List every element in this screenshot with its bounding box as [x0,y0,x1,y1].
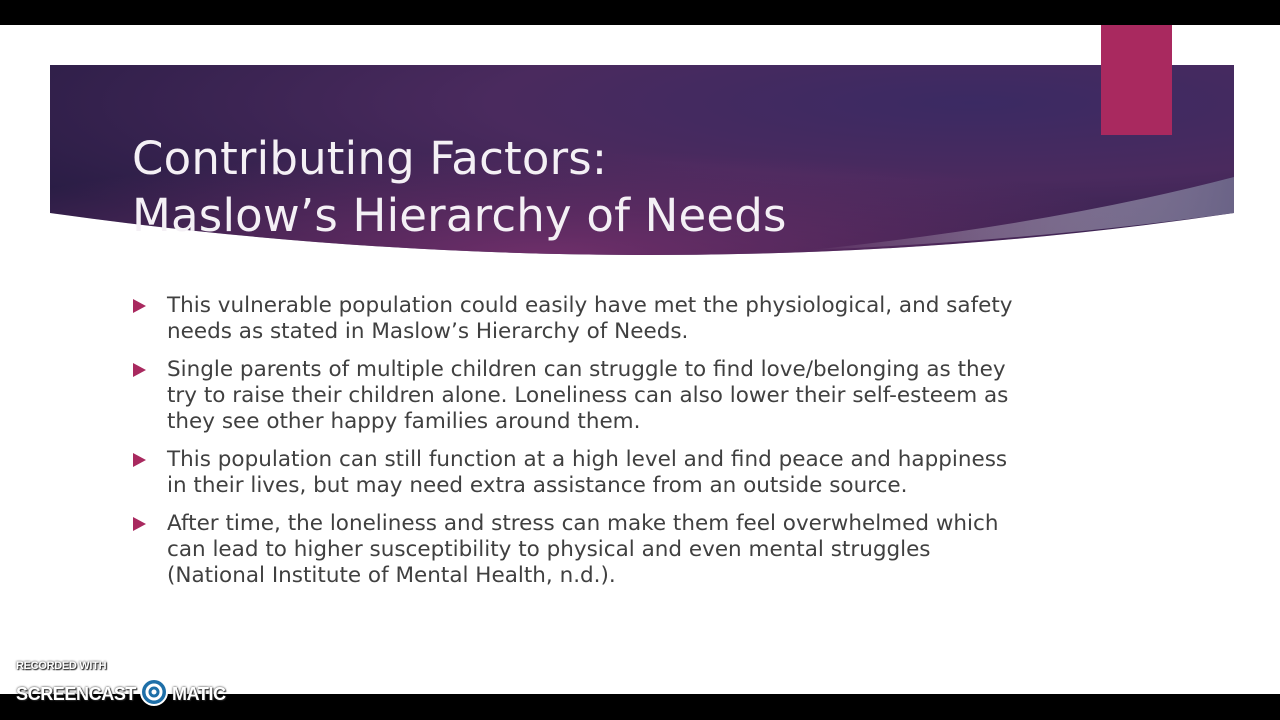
screencast-o-matic-logo-icon [140,678,168,706]
watermark-brand-right: MATIC [172,683,226,704]
triangle-right-icon [133,299,146,313]
bullet-text: This vulnerable population could easily have met the physiological, and safety needs as stated in Maslow’s Hierarchy of Needs. [167,293,1013,344]
triangle-right-icon [133,517,146,531]
bullet-list [132,293,1032,601]
triangle-right-icon [133,363,146,377]
watermark-brand [16,681,226,709]
watermark-brand-left: SCREENCAST [16,683,137,704]
letterbox-top [0,0,1280,25]
bullet-item [132,511,1032,589]
bullet-item [132,447,1032,499]
accent-tab [1101,25,1172,135]
watermark-recorded-with: RECORDED WITH [16,660,107,672]
bullet-item [132,357,1032,435]
slide-title [132,130,1032,244]
bullet-text: This population can still function at a high level and find peace and happiness in their lives, but may need extra assistance from an outside source. [167,447,1008,498]
slide-title-line-1: Contributing Factors: [132,132,608,186]
screencast-watermark [16,660,256,710]
triangle-right-icon [133,453,146,467]
bullet-text: After time, the loneliness and stress can make them feel overwhelmed which can lead to higher susceptibility to physical and even mental struggles (National Institute of Mental Health, n.d.). [167,511,999,588]
slide-title-line-2: Maslow’s Hierarchy of Needs [132,189,787,243]
slide [0,25,1280,694]
bullet-item [132,293,1032,345]
bullet-text: Single parents of multiple children can struggle to find love/belonging as they try to raise their children alone. Loneliness can also lower their self-esteem as they see other happy families around them. [167,357,1009,434]
